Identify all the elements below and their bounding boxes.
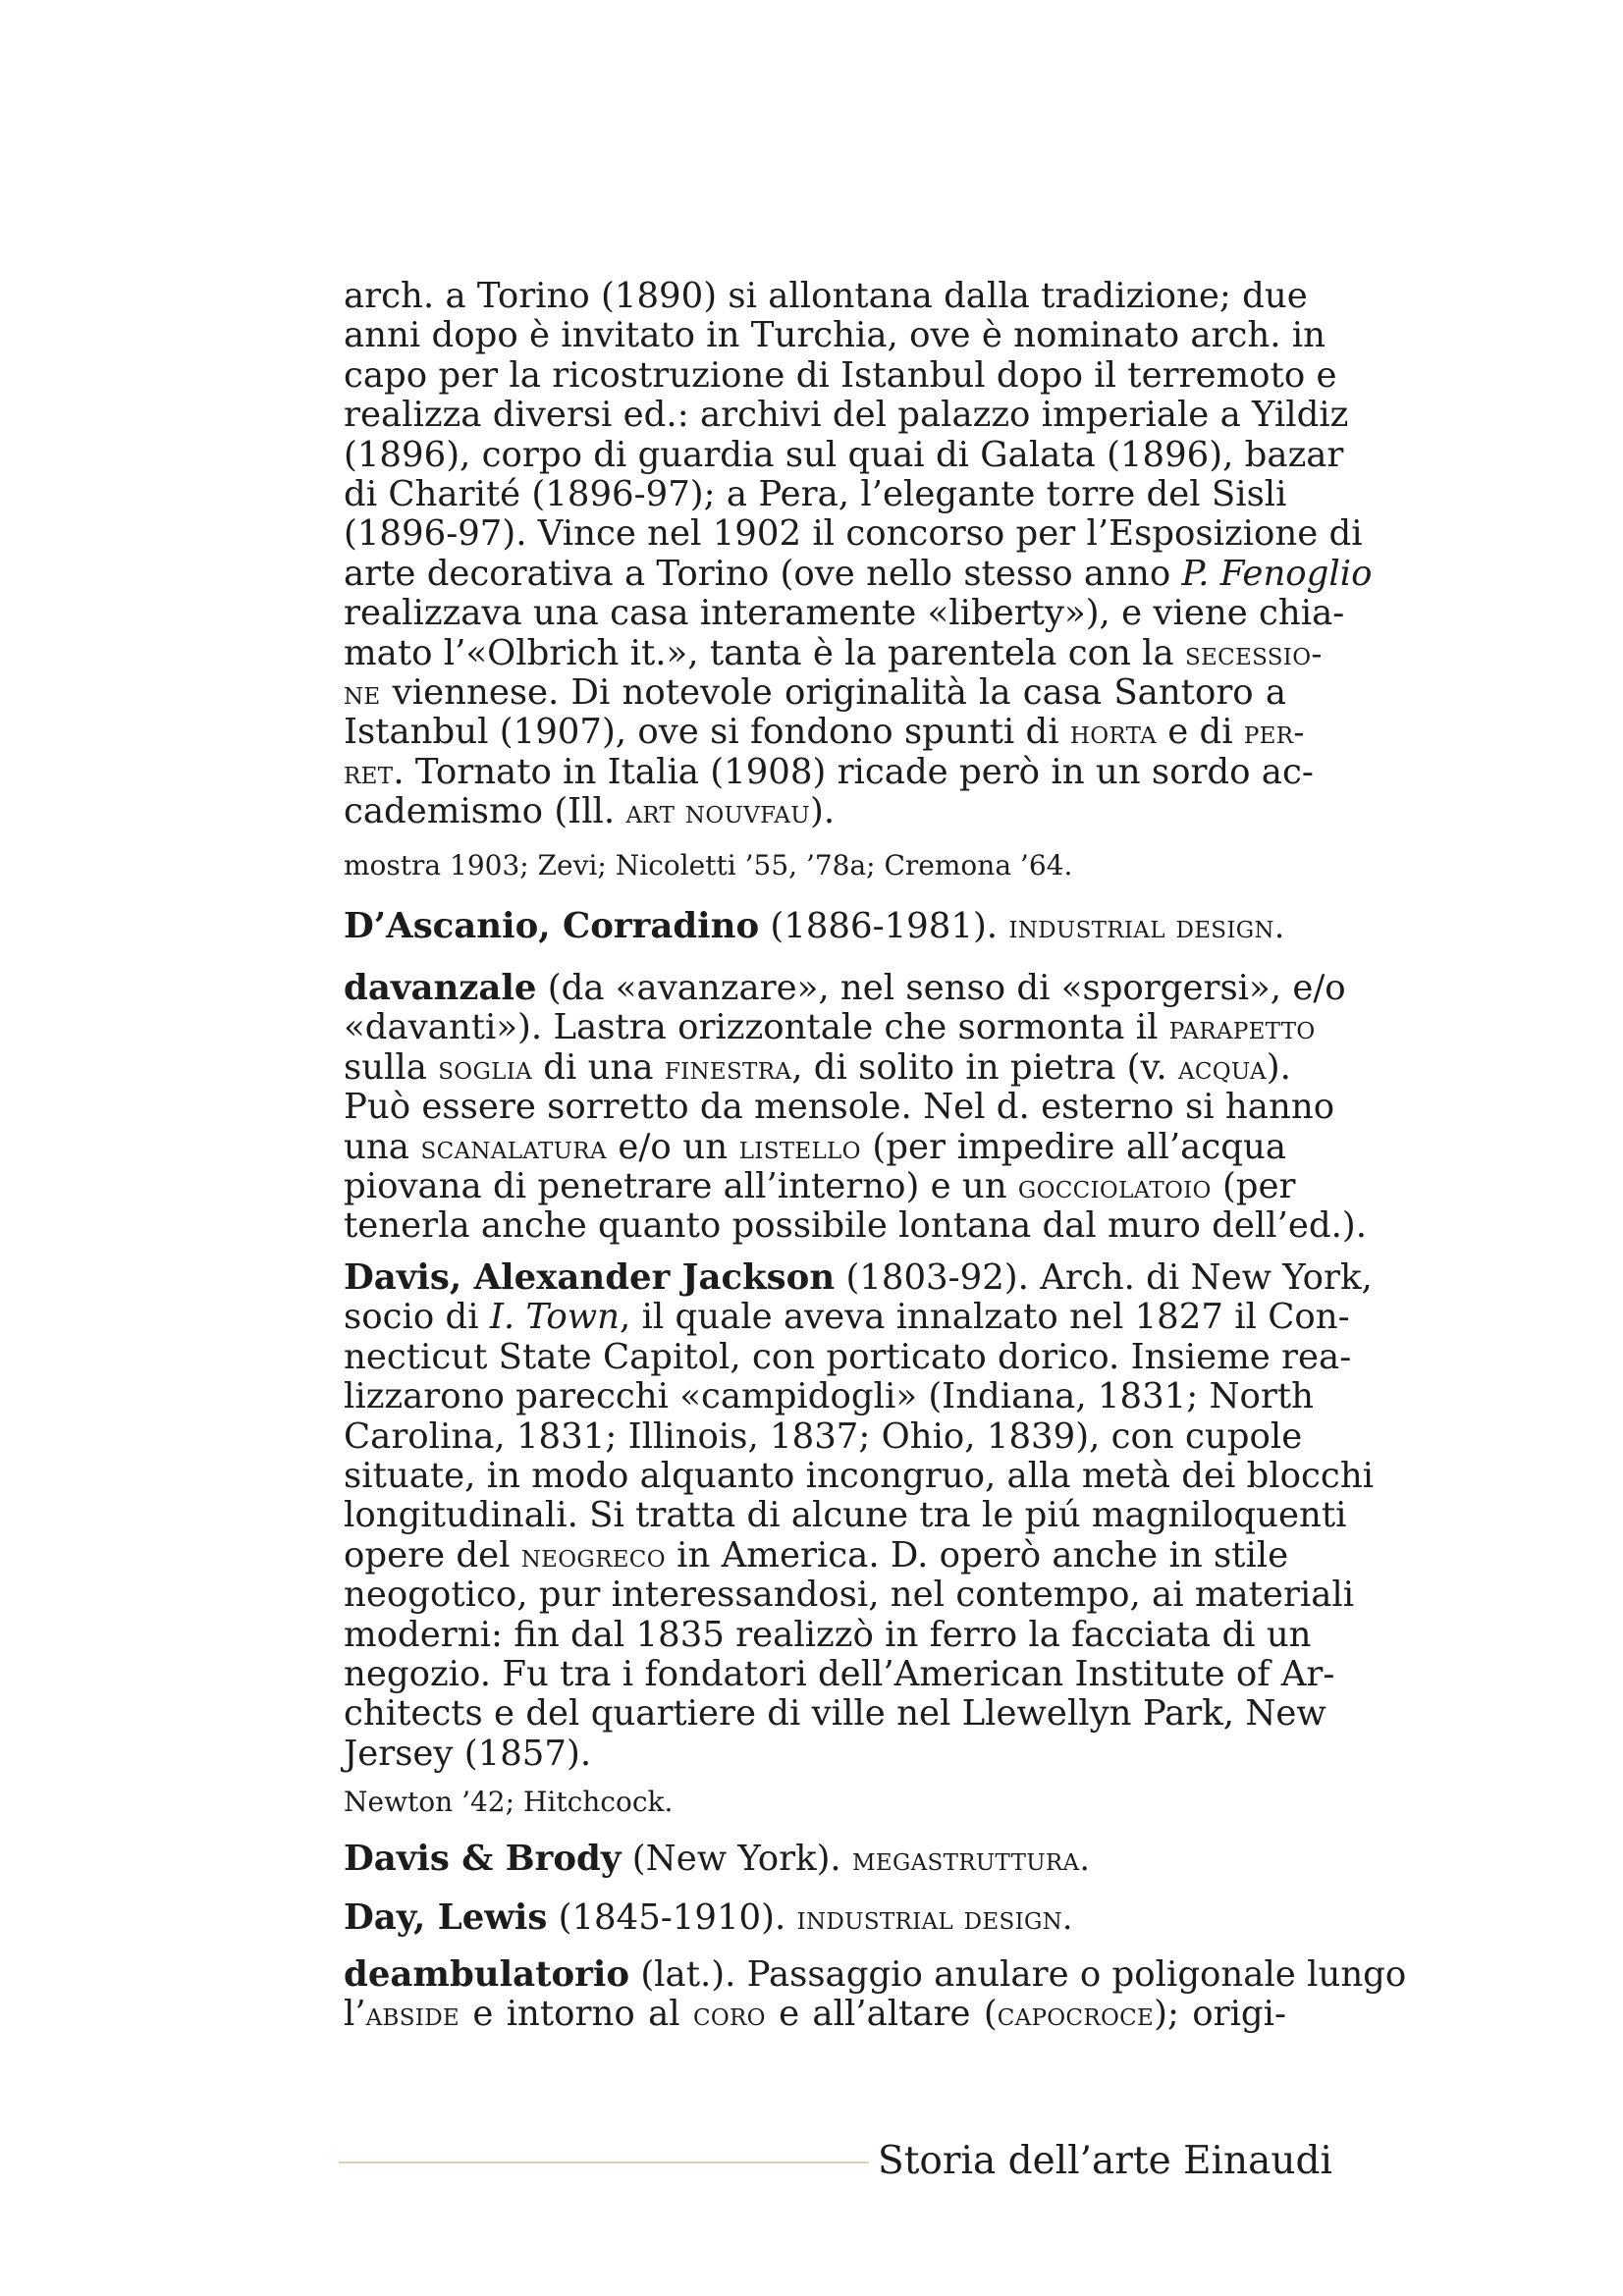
cross-reference: capocroce xyxy=(997,1996,1155,2034)
entry-headword: deambulatorio xyxy=(344,1954,630,1995)
text-line: ne viennese. Di notevole originalità la casa Santoro a xyxy=(344,671,1286,713)
bibliography-line: mostra 1903; Zevi; Nicoletti ’55, ’78a; Cremona ’64. xyxy=(344,849,1073,881)
person-reference: I. Town xyxy=(489,1297,620,1338)
text-line: Carolina, 1831; Illinois, 1837; Ohio, 1839), con cupole xyxy=(344,1415,1303,1457)
text-line: l’abside e intorno al coro e all’altare (capocroce); origi- xyxy=(344,1994,1286,2035)
text-line: arte decorativa a Torino (ove nello stesso anno P. Fenoglio xyxy=(344,553,1373,594)
entry-davanzale xyxy=(344,968,1368,1247)
cross-reference: parapetto xyxy=(1168,1009,1316,1047)
text-line: tenerla anche quanto possibile lontana dal muro dell’ed.). xyxy=(344,1205,1368,1247)
text-line: Istanbul (1907), ove si fondono spunti di horta e di per- xyxy=(344,712,1305,753)
text-line: opere del neogreco in America. D. operò anche in stile xyxy=(344,1534,1289,1575)
footer-divider xyxy=(339,2162,869,2163)
cross-reference: listello xyxy=(738,1128,861,1166)
cross-reference: scanalatura xyxy=(420,1128,607,1166)
entry-deambulatorio xyxy=(344,1954,1407,2035)
text-line: moderni: fin dal 1835 realizzò in ferro la facciata di un xyxy=(344,1614,1312,1655)
cross-reference: coro xyxy=(692,1996,766,2034)
entry-day xyxy=(344,1898,1286,1938)
text-line: mato l’«Olbrich it.», tanta è la parentela con la secessio- xyxy=(344,632,1323,673)
text-line: Day, Lewis (1845-1910). industrial design. xyxy=(344,1897,1073,1938)
cross-reference: per- xyxy=(1243,714,1305,752)
text-line: Davis & Brody (New York). megastruttura. xyxy=(344,1839,1091,1879)
cross-reference: industrial design. xyxy=(796,1899,1073,1937)
text-line: realizzava una casa interamente «liberty»), e viene chia- xyxy=(344,593,1345,634)
cross-reference: industrial design. xyxy=(1008,908,1285,945)
cross-reference: neogreco xyxy=(520,1536,666,1575)
text-line: Jersey (1857). xyxy=(344,1733,592,1774)
cross-reference: soglia xyxy=(438,1048,533,1087)
bibliography-line: Newton ’42; Hitchcock. xyxy=(344,1786,674,1818)
footer-title: Storia dell’arte Einaudi xyxy=(878,2139,1332,2183)
text-line: Davis, Alexander Jackson (1803-92). Arch. di New York, xyxy=(344,1257,1373,1298)
text-line: anni dopo è invitato in Turchia, ove è nominato arch. in xyxy=(344,315,1326,356)
cross-reference: ret xyxy=(344,753,394,791)
cross-reference: horta xyxy=(1069,714,1157,752)
text-line: Può essere sorretto da mensole. Nel d. esterno si hanno xyxy=(344,1087,1335,1128)
text-line: cademismo (Ill. art nouvfau). xyxy=(344,791,836,832)
text-line: realizza diversi ed.: archivi del palazzo imperiale a Yildiz xyxy=(344,395,1349,436)
text-line: arch. a Torino (1890) si allontana dalla tradizione; due xyxy=(344,276,1308,316)
text-line: deambulatorio (lat.). Passaggio anulare o poligonale lungo xyxy=(344,1954,1407,1995)
text-line: socio di I. Town, il quale aveva innalzato nel 1827 il Con- xyxy=(344,1297,1350,1338)
entry-headword: D’Ascanio, Corradino xyxy=(344,906,760,946)
person-reference: P. Fenoglio xyxy=(1181,553,1373,594)
text-line: negozio. Fu tra i fondatori dell’American Institute of Ar- xyxy=(344,1653,1335,1694)
cross-reference: art nouvfau xyxy=(625,793,810,831)
cross-reference: abside xyxy=(365,1996,460,2034)
entry-dascanio xyxy=(344,907,1286,946)
entry-headword: Davis & Brody xyxy=(344,1839,622,1879)
text-line: davanzale (da «avanzare», nel senso di «sporgersi», e/o xyxy=(344,968,1346,1008)
entry-continuation xyxy=(344,276,1373,832)
entry-headword: Day, Lewis xyxy=(344,1897,548,1938)
text-line: piovana di penetrare all’interno) e un gocciolatoio (per xyxy=(344,1165,1296,1206)
cross-reference: secessio- xyxy=(1184,634,1323,672)
text-line: lizzarono parecchi «campidogli» (Indiana, 1831; North xyxy=(344,1376,1315,1417)
bibliography xyxy=(344,1785,1286,1820)
text-line: (1896), corpo di guardia sul quai di Galata (1896), bazar xyxy=(344,434,1344,475)
cross-reference: acqua xyxy=(1177,1048,1267,1087)
text-line: situate, in modo alquanto incongruo, alla metà dei blocchi xyxy=(344,1455,1375,1496)
text-line: D’Ascanio, Corradino (1886-1981). industrial design. xyxy=(344,906,1285,946)
entry-headword: davanzale xyxy=(344,968,537,1008)
entry-davis xyxy=(344,1257,1375,1774)
cross-reference: finestra xyxy=(664,1048,792,1087)
text-line: neogotico, pur interessandosi, nel contempo, ai materiali xyxy=(344,1575,1355,1616)
cross-reference: megastruttura. xyxy=(852,1841,1091,1878)
text-line: «davanti»). Lastra orizzontale che sormonta il parapetto xyxy=(344,1007,1316,1048)
text-line: (1896-97). Vince nel 1902 il concorso per l’Esposizione di xyxy=(344,513,1363,555)
entry-davis-brody xyxy=(344,1840,1286,1879)
entry-headword: Davis, Alexander Jackson xyxy=(344,1257,836,1298)
text-line: necticut State Capitol, con porticato dorico. Insieme rea- xyxy=(344,1336,1352,1377)
bibliography xyxy=(344,848,1286,883)
text-line: chitects e del quartiere di ville nel Llewellyn Park, New xyxy=(344,1693,1326,1735)
text-line: longitudinali. Si tratta di alcune tra le piú magniloquenti xyxy=(344,1495,1347,1536)
cross-reference: ne xyxy=(344,673,381,712)
text-line: capo per la ricostruzione di Istanbul dopo il terremoto e xyxy=(344,354,1337,396)
cross-reference: gocciolatoio xyxy=(1017,1167,1212,1205)
text-line: una scanalatura e/o un listello (per impedire all’acqua xyxy=(344,1126,1286,1167)
text-line: ret. Tornato in Italia (1908) ricade però in un sordo ac- xyxy=(344,751,1314,792)
text-line: di Charité (1896-97); a Pera, l’elegante torre del Sisli xyxy=(344,473,1287,514)
text-line: sulla soglia di una finestra, di solito in pietra (v. acqua). xyxy=(344,1046,1291,1088)
